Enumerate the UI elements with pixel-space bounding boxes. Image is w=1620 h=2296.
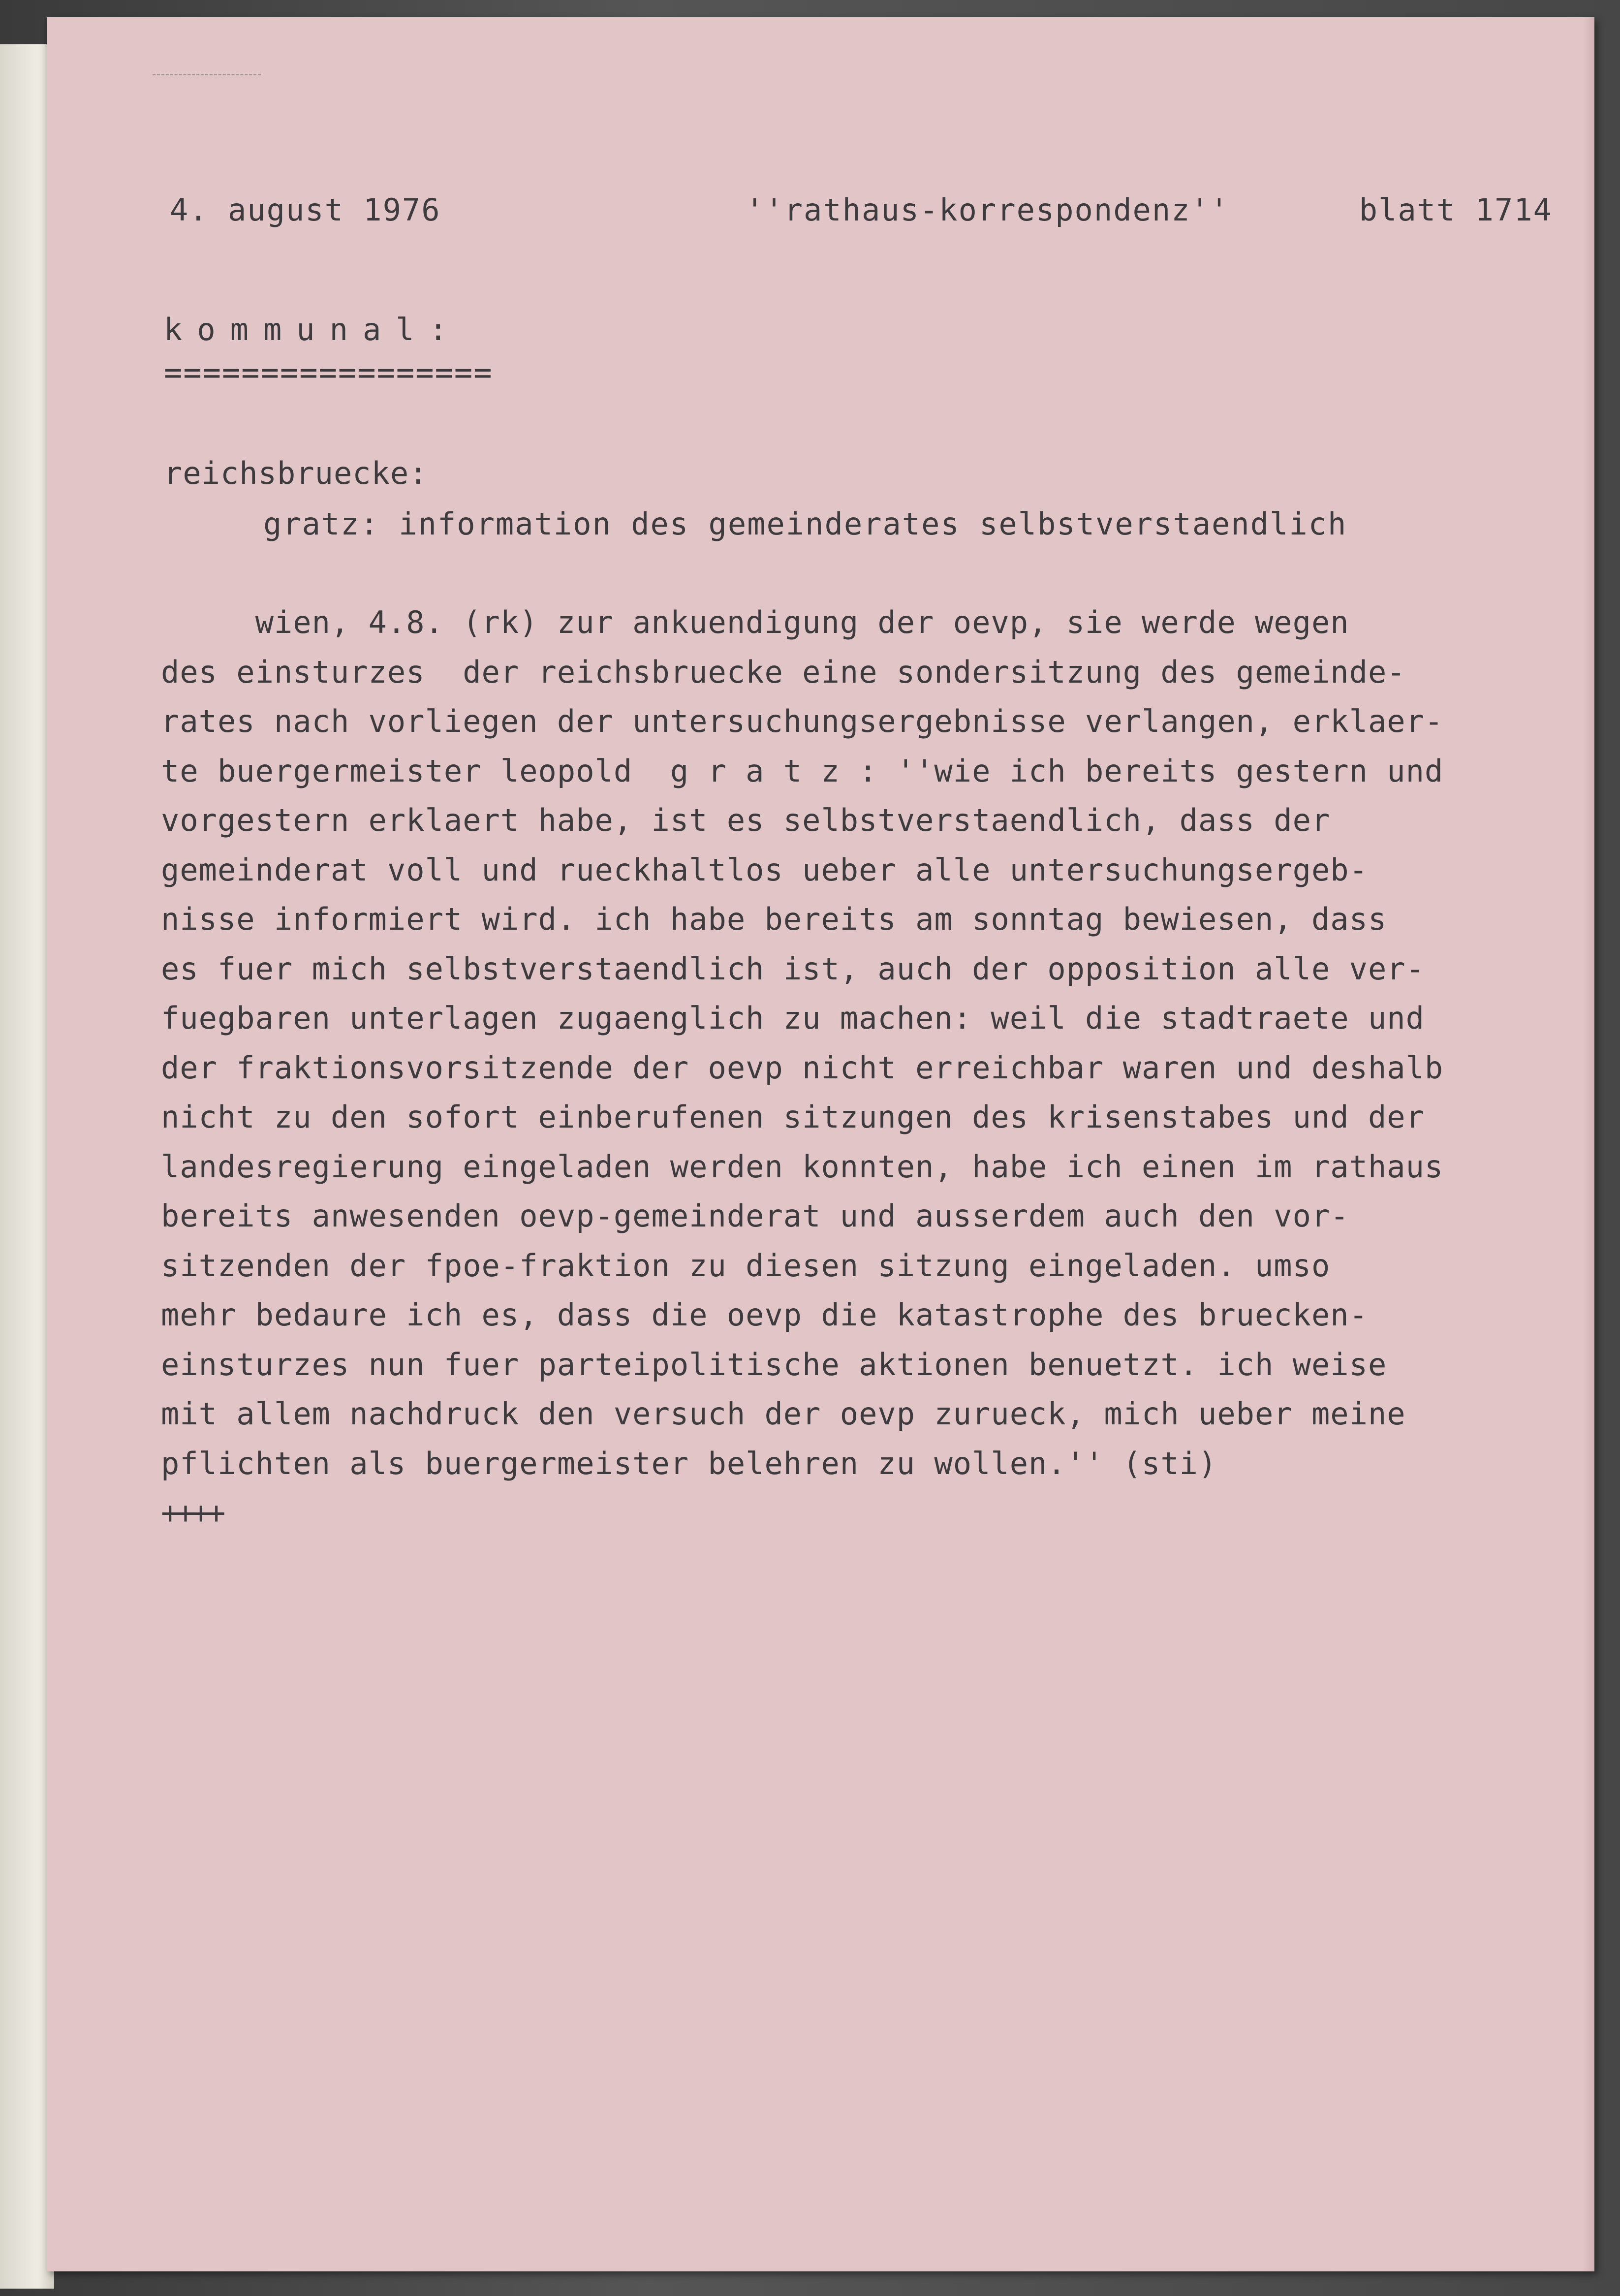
body-line: fuegbaren unterlagen zugaenglich zu machen: weil die stadtraete und bbox=[161, 1000, 1425, 1036]
body-line: te buergermeister leopold g r a t z : ''wie ich bereits gestern und bbox=[161, 753, 1444, 789]
body-line: mehr bedaure ich es, dass die oevp die katastrophe des bruecken- bbox=[161, 1297, 1368, 1333]
body-line: mit allem nachdruck den versuch der oevp zurueck, mich ueber meine bbox=[161, 1396, 1406, 1432]
article-topic: reichsbruecke: bbox=[164, 455, 428, 491]
article-subtitle: gratz: information des gemeinderates selbstverstaendlich bbox=[263, 506, 1347, 542]
body-line: pflichten als buergermeister belehren zu wollen.'' (sti) bbox=[161, 1445, 1217, 1481]
body-line: landesregierung eingeladen werden konnten, habe ich einen im rathaus bbox=[161, 1148, 1444, 1185]
body-line: rates nach vorliegen der untersuchungsergebnisse verlangen, erklaer- bbox=[161, 703, 1444, 739]
body-line: es fuer mich selbstverstaendlich ist, auch der opposition alle ver- bbox=[161, 950, 1425, 987]
body-line: vorgestern erklaert habe, ist es selbstverstaendlich, dass der bbox=[161, 802, 1331, 838]
body-line: wien, 4.8. (rk) zur ankuendigung der oevp, sie werde wegen bbox=[161, 604, 1349, 640]
document-page bbox=[47, 17, 1594, 2271]
body-line: bereits anwesenden oevp-gemeinderat und ausserdem auch den vor- bbox=[161, 1198, 1349, 1234]
body-line: des einsturzes der reichsbruecke eine sondersitzung des gemeinde- bbox=[161, 654, 1406, 690]
body-line: der fraktionsvorsitzende der oevp nicht erreichbar waren und deshalb bbox=[161, 1049, 1444, 1086]
end-of-article-mark: ++++ bbox=[161, 1495, 223, 1531]
body-line: sitzenden der fpoe-fraktion zu diesen sitzung eingeladen. umso bbox=[161, 1247, 1331, 1284]
pencil-mark bbox=[153, 74, 261, 78]
page-header bbox=[170, 192, 1553, 236]
header-sheet-number: blatt 1714 bbox=[1359, 192, 1553, 228]
underlying-sheet-edge bbox=[0, 44, 54, 2289]
section-underline: ================= bbox=[164, 354, 493, 390]
header-publication: ''rathaus-korrespondenz'' bbox=[746, 192, 1230, 228]
body-line: nisse informiert wird. ich habe bereits am sonntag bewiesen, dass bbox=[161, 901, 1387, 937]
body-line: einsturzes nun fuer parteipolitische aktionen benuetzt. ich weise bbox=[161, 1346, 1387, 1383]
body-line: gemeinderat voll und rueckhaltlos ueber alle untersuchungsergeb- bbox=[161, 851, 1368, 888]
header-date: 4. august 1976 bbox=[170, 192, 441, 228]
article-body bbox=[161, 598, 1588, 1488]
body-line: nicht zu den sofort einberufenen sitzungen des krisenstabes und der bbox=[161, 1099, 1425, 1135]
section-title: kommunal: bbox=[164, 312, 462, 347]
